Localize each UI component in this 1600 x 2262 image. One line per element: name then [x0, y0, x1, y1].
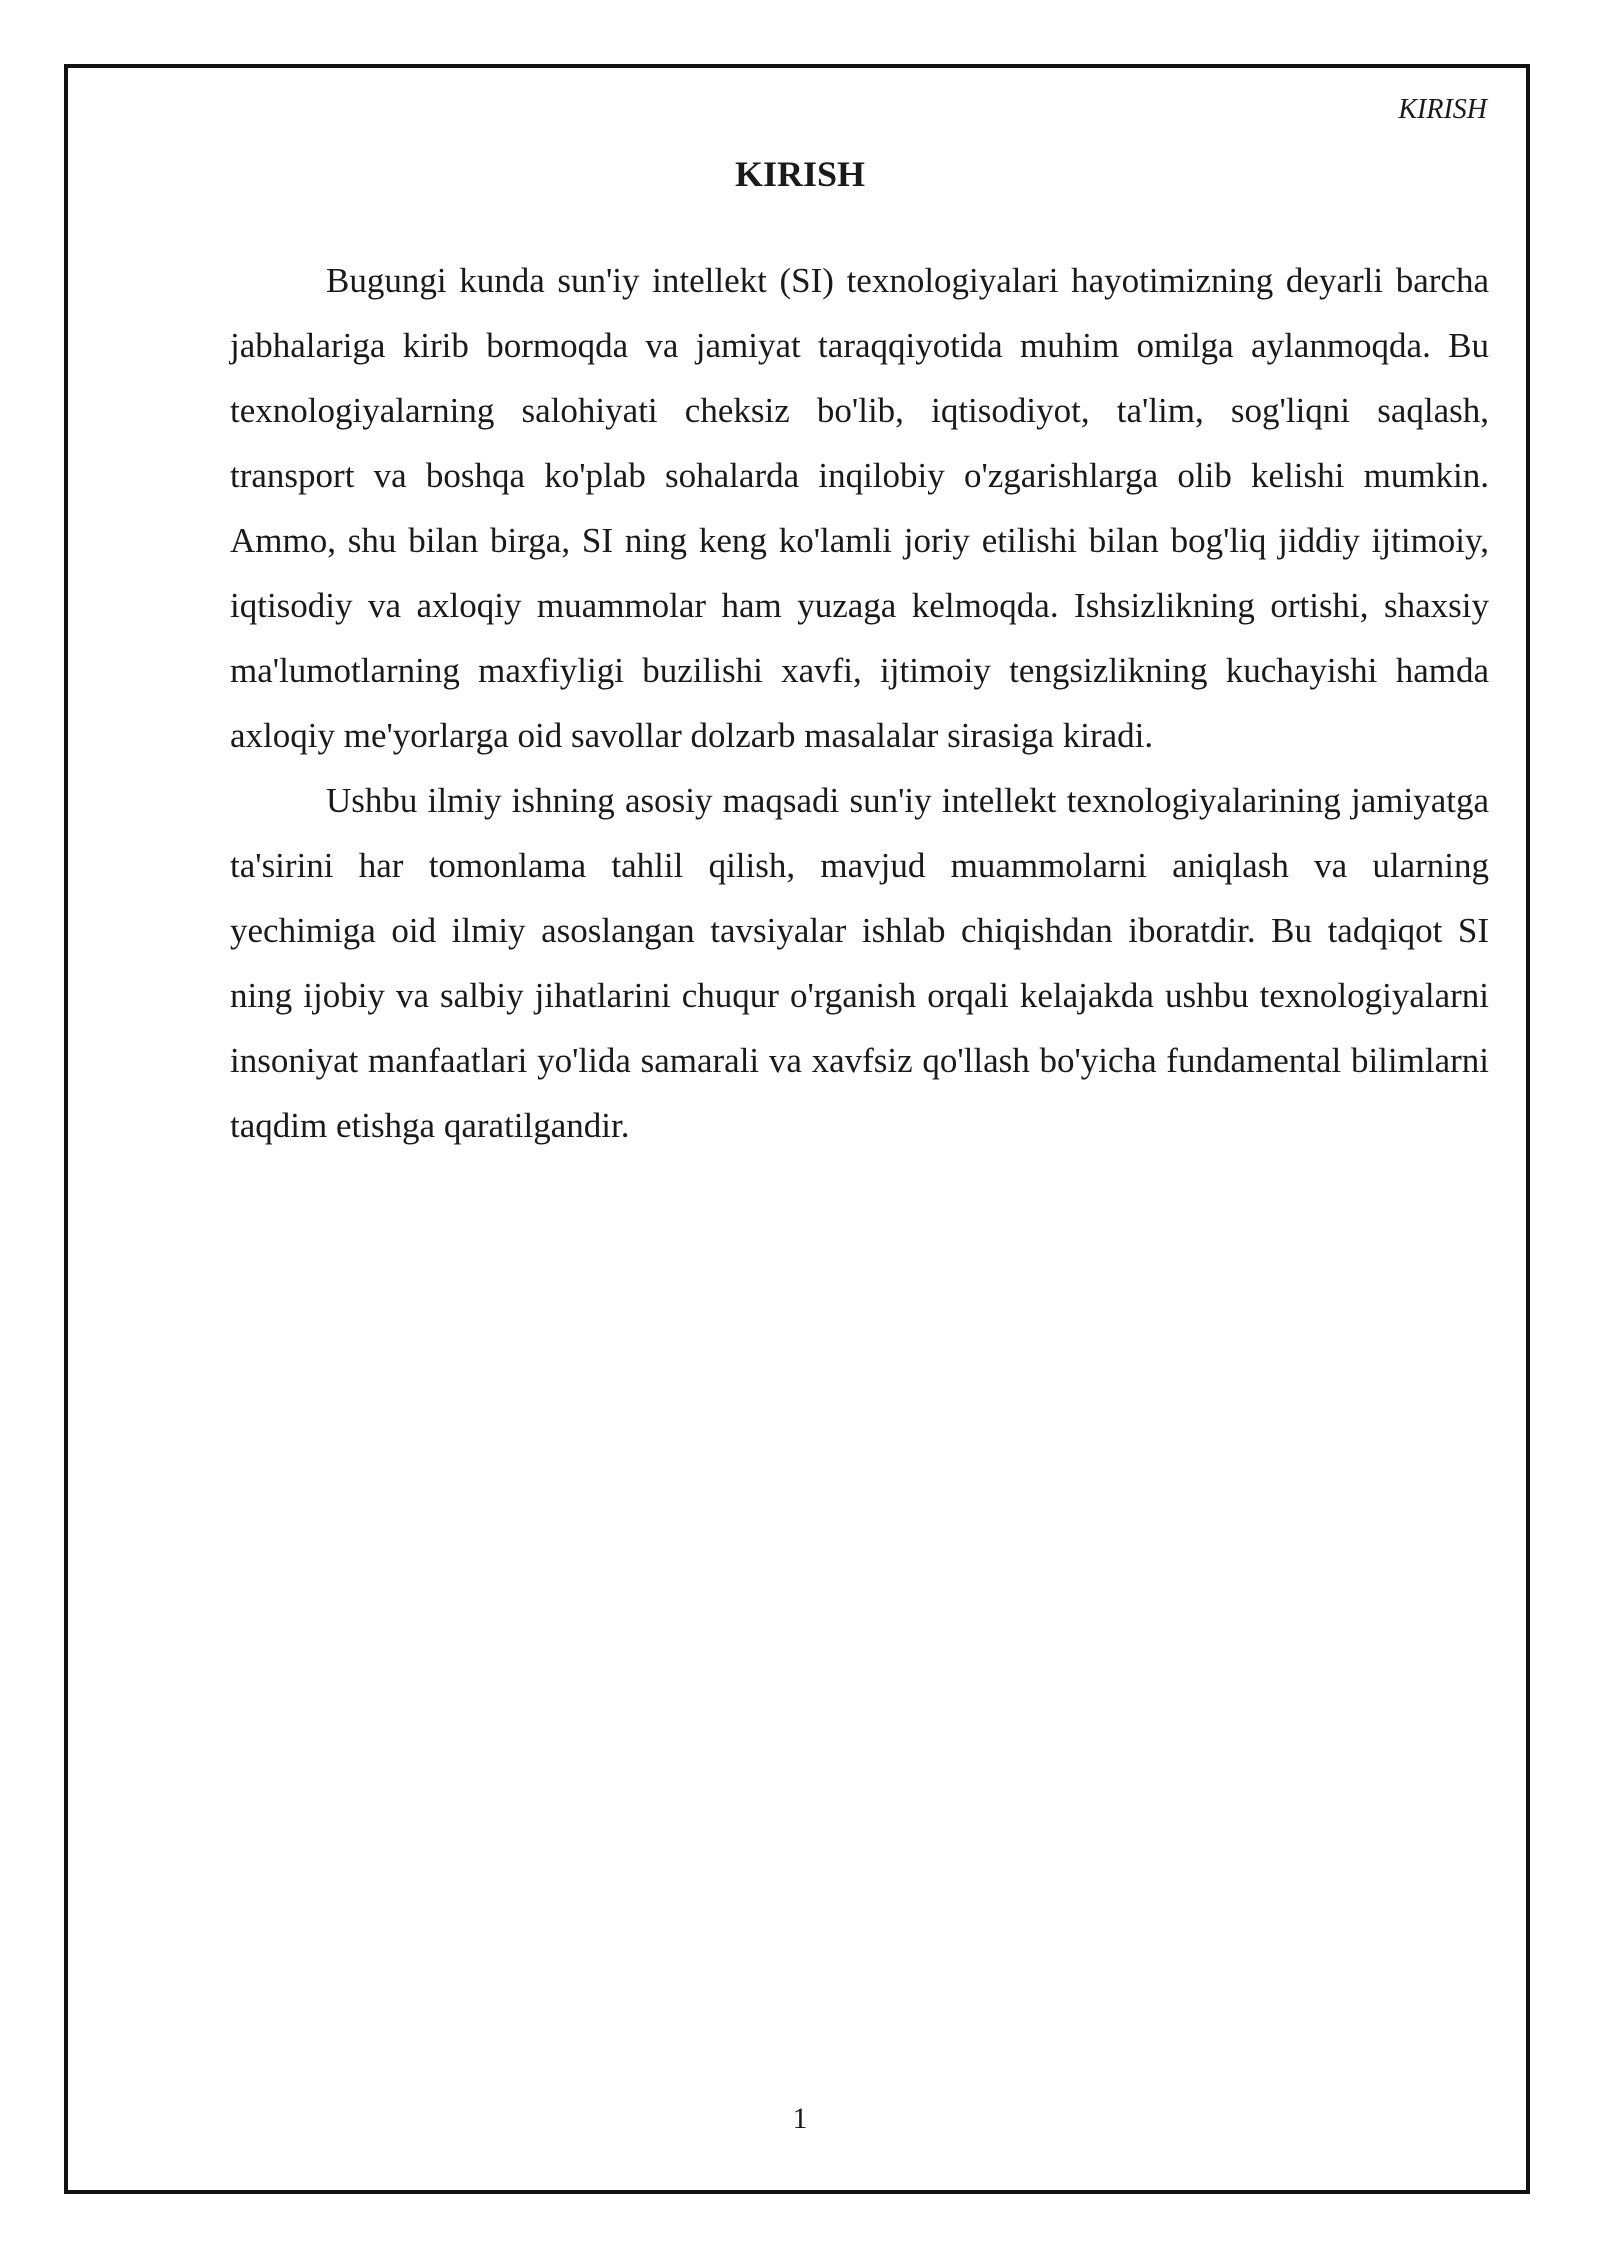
- page-number: 1: [792, 2102, 808, 2135]
- paragraph: Ushbu ilmiy ishning asosiy maqsadi sun'iy intellekt texnologiyalarining jamiyatga ta'sirini har tomonlama tahlil qilish, mavjud muammolarni aniqlash va ularning yechimiga oid ilmiy asoslangan tavsiyalar ishlab chiqishdan iboratdir. Bu tadqiqot SI ning ijobiy va salbiy jihatlarini chuqur o'rganish orqali kelajakda ushbu texnologiyalarni insoniyat manfaatlari yo'lida samarali va xavfsiz qo'llash bo'yicha fundamental bilimlarni taqdim etishga qaratilgandir.: [230, 781, 1489, 1145]
- page-title: KIRISH: [734, 154, 866, 194]
- paragraph: Bugungi kunda sun'iy intellekt (SI) texnologiyalari hayotimizning deyarli barcha jabhalariga kirib bormoqda va jamiyat taraqqiyotida muhim omilga aylanmoqda. Bu texnologiyalarning salohiyati cheksiz bo'lib, iqtisodiyot, ta'lim, sog'liqni saqlash, transport va boshqa ko'plab sohalarda inqilobiy o'zgarishlarga olib kelishi mumkin. Ammo, shu bilan birga, SI ning keng ko'lamli joriy etilishi bilan bog'liq jiddiy ijtimoiy, iqtisodiy va axloqiy muammolar ham yuzaga kelmoqda. Ishsizlikning ortishi, shaxsiy ma'lumotlarning maxfiyligi buzilishi xavfi, ijtimoiy tengsizlikning kuchayishi hamda axloqiy me'yorlarga oid savollar dolzarb masalalar sirasiga kiradi.: [230, 261, 1489, 755]
- body-text: [230, 248, 1489, 1158]
- running-header: KIRISH: [1398, 94, 1487, 125]
